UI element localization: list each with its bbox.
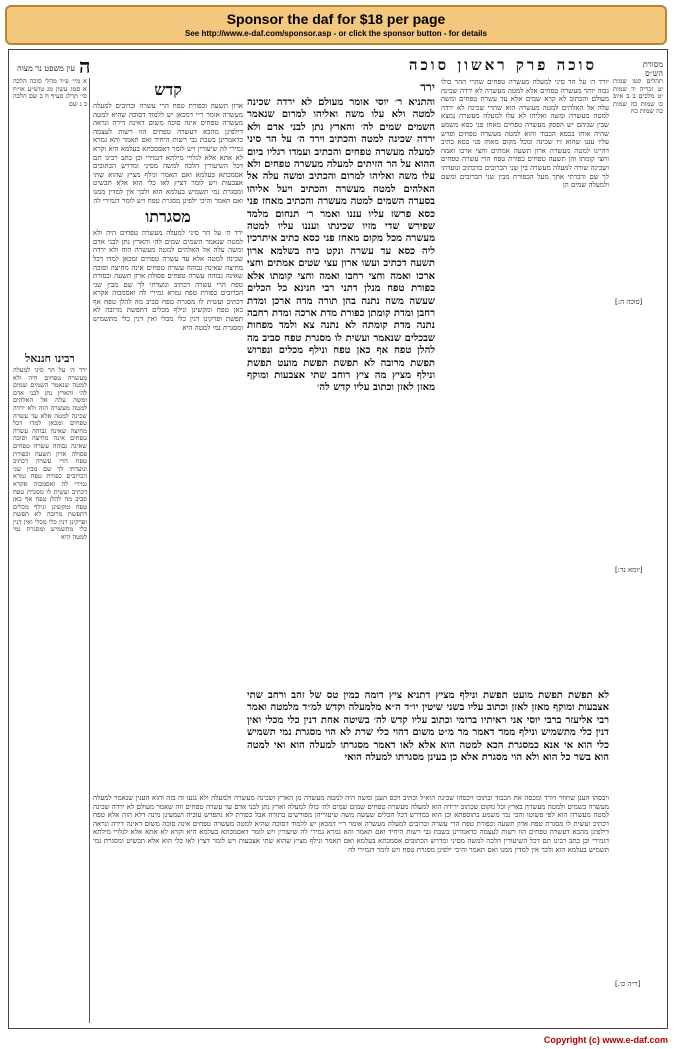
ein-mishpat-label: עין משפט נר מצוה (17, 64, 75, 73)
ein-mishpat-column (13, 78, 87, 348)
copyright-link[interactable]: Copyright (c) www.e-daf.com (543, 1035, 668, 1045)
rabbeinu-heading: רבינו חננאל (25, 352, 75, 365)
sponsor-title[interactable]: Sponsor the daf for $18 per page (226, 11, 446, 27)
sponsor-banner[interactable] (5, 5, 667, 45)
rabbeinu-text: ירד ה׳ על הר סיני למעלה מעשרה טפחים היה ולא למטה שנאמר השמים שמים לה׳ והארץ נתן לבני אדם ומשה עלה אל האלהים למטה מעשרה הוה ולא ירדה שכינה למטה אלא עד עשרה טפחים ומכאן למדו דכל מחיצה שאינה גבוהה עשרה טפחים אינה מחיצה וסוכה שאינה גבוהה עשרה טפחים פסולה ארון תשעה וכפורת טפח הרי עשרה דכתיב ונועדתי לך שם מבין שני הכרובים כפורת טפח גמרא גמירי לה ואסמכוה אקרא דכתיב ועשית לו מסגרת טפח סביב מה להלן טפח אף כאן טפח ומקשינן ונילף מכלים דתפשת מרובה לא תפשת ופרקינן דנין כלי מכלי ואין דנין כלי מתשמיש ומסגרת נמי למטה היא (13, 366, 87, 542)
rabbeinu-chananel-column (13, 350, 87, 1022)
kadesh-heading: קדש (154, 80, 182, 99)
tosafot-text-1: ארון תשעה וכפורת טפח הרי עשרה וכרובים למעלה מעשרה אומר ר״י דמכאן יש ללמוד דסוכה שהיא למטה מעשרה טפחים אינה סוכה משום דאינה דירה ונראה דילפינן מהכא דעשרה טפחים הוו רשות לעצמה כדאמרינן בשבת גבי רשות היחיד ואם תאמר והא גמרא גמירי לה שיעורין ויש לומר דאסמכתא בעלמא היא וקרא לא אתא אלא לגלויי מילתא דגמירי וכן כתב רבינו תם דכל השיעורין הלכה למשה מסיני ומדרש הכתובים אסמכתא בעלמא ואם תאמר ונילף מציץ שהוא שתי אצבעות ויש לומר דציץ לאו כלי הוא אלא תכשיט ומסגרת נמי תשמיש בעלמא הוא ולכך אין למדין ממנו ואם תאמר והיכי ילפינן מסגרת טפח ויש לומר דגמירי לה (93, 102, 243, 205)
lower-commentary-text: ויכסהו הענן שחוזר ויורד ומכסה את הכבוד ובתוכו ויכסהו שכינה הואיל וכתיב ויכס הענן ומשה היה למטה מעשרה מן הארץ ושכינה מעשרה ולמעלה ולא נגעו זה בזה והוא הענין שנאמר למעלה מעשרה בשמים ולמטה מעשרה בארץ וכל מקום שכתוב ירידה הוא למעלה מעשרה טפחים שמים שמים לה׳ כולו למעלה וארץ נתן לבני אדם עד עשרה טפחים וזה שאמר מעולם לא ירדה שכינה למטה מעשרה הוא לפי פשוטו והכי נמי משמע בתוספתא וכן הוא במדרש דכל הכלים שעשה משה שיעוריהן מפורשים בתורה אבל כפורת לא נתפרש עוביה ושמעינן מינה דלא הוה אלא טפח דכתיב ועשית לו מסגרת טפח (93, 794, 609, 828)
gemara-lower-text: לא תפשת תפשת מועט תפשת ונילף מציץ דתניא ציץ דומה כמין טס של זהב ורחב שתי אצבעות ומוקף מאזן לאזן וכתוב עליו בשני שיטין יו״ד ה״א מלמעלה וקדש למ״ד מלמטה ואמר רבי אליעזר ברבי יוסי אני ראיתיו ברומי וכתוב עליו קדש לה׳ בשיטה אחת דנין כלי מכלי ואין דנין כלי מתשמיש ונילף ממר דאמר מר מ״ט משום דהוי כלי שרת לא הוי מסגרת נמי תשמיש כלי הוא אי אנא כמסגרת הכא למטה הוא אלא לאו דאמר מסגרתו למעלה הוא ואי למטה הוא בשר כל הוא ולא הוי מסגרת אלא כן בעינן מסגרתו למעלה הואי (247, 690, 609, 764)
gemara-lower (247, 690, 609, 790)
yarad-heading: ירד (420, 80, 435, 94)
margin-ref-1: [סוכה ה:] (615, 298, 643, 306)
page-number: ה (79, 54, 91, 78)
gemara-text: והתניא ר׳ יוסי אומר מעולם לא ירדה שכינה למטה ולא עלו משה ואליהו למרום שנאמר השמים שמים לה׳ והארץ נתן לבני אדם ולא ירדה שכינה למטה והכתיב וירד ה׳ על הר סיני למעלה מעשרה טפחים והכתיב ועמדו רגליו ביום ההוא על הר הזיתים למעלה מעשרה טפחים ולא עלו משה ואליהו למרום והכתיב ומשה עלה אל האלהים למטה מעשרה והכתיב ויעל אליהו בסערה השמים למטה מעשרה והכתיב מאחז פני כסא פרשז עליו עננו ואמר ר׳ תנחום מלמד שפירש שדי מזיו שכינתו ועננו עליו למטה מעשרה מכל מקום מאחז פני כסא כתיב איתרכין ליה כסא עד עשרה ונקט ביה בשלמא ארון תשעה דכתיב ועשו ארון עצי שטים אמתים וחצי ארכו ואמה וחצי רחבו ואמה וחצי קומתו אלא כפורת טפח מנלן דתני רבי חנינא כל הכלים שעשה משה נתנה בהן תורה מדה ארכן ומדת רחבן ומדת קומתן כפורת מדת ארכה ומדת רחבה נתנה מדת קומתה לא נתנה צא ולמד מפחות שבכלים שנאמר ועשית לו מסגרת טפח סביב מה להלן טפח אף כאן טפח ונילף מכלים ונפרוש תפשת מרובה לא תפשת תפשת מועט תפשת ונילף מציץ מה ציץ רוחב שתי אצבעות ומוקף מאזן לאזן וכתוב עליו קדש לה׳ (247, 97, 435, 394)
masoret-column (613, 78, 663, 688)
tosafot-text-2: ירד ה׳ על הר סיני למעלה מעשרה טפחים היה ולא למטה שנאמר השמים שמים לה׳ והארץ נתן לבני אדם ומשה עלה אל האלהים למטה מעשרה הוה ולא ירדה שכינה למטה אלא עד עשרה טפחים ומכאן למדו דכל מחיצה שאינה גבוהה עשרה טפחים אינה מחיצה וסוכה שאינה גבוהה עשרה טפחים פסולה ארון תשעה וכפורת טפח הרי עשרה דכתיב ונועדתי לך שם מבין שני הכרובים כפורת טפח גמרא גמירי לה ואסמכוה אקרא דכתיב ועשית לו מסגרת טפח סביב מה להלן טפח אף כאן טפח ומקשינן ונילף מכלים דתפשת מרובה לא תפשת ופרקינן דנין כלי מכלי ואין דנין כלי מתשמיש ומסגרת נמי למטה היא (93, 229, 243, 332)
margin-ref-3: [ר״ה כו.] (615, 980, 641, 988)
masgerat-heading: מסגרתו (145, 207, 191, 227)
sponsor-subtitle: See http://www.e-daf.com/sponsor.asp - or click the sponsor button - for details (185, 29, 487, 38)
masoret-text: תהלים קטו שמות יט זכריה יד שמות יט מלכים ב ב איוב כו שמות כה שמות כה שמות כח (613, 78, 663, 116)
lower-commentary (93, 794, 609, 1022)
talmud-page (8, 49, 668, 1029)
lower-commentary-text-2: ארון תשעה וכפורת טפח הרי עשרה וכרובים למעלה מעשרה אומר ר״י דמכאן יש ללמוד דסוכה שהיא למטה מעשרה טפחים אינה סוכה משום דאינה דירה ונראה דילפינן מהכא דעשרה טפחים הוו רשות לעצמה כדאמרינן בשבת גבי רשות היחיד ואם תאמר והא גמרא גמירי לה שיעורין ויש לומר דאסמכתא בעלמא היא וקרא לא אתא אלא לגלויי מילתא דגמירי וכן כתב רבינו תם דכל השיעורין הלכה למשה מסיני ומדרש הכתובים אסמכתא בעלמא ואם תאמר ונילף מציץ שהוא שתי אצבעות ויש לומר דציץ לאו כלי הוא אלא תכשיט ומסגרת נמי תשמיש בעלמא הוא ולכך אין למדין ממנו ואם תאמר והיכי ילפינן מסגרת טפח ויש לומר דגמירי לה (93, 819, 609, 854)
rashi-column (441, 78, 609, 688)
rashi-text: יורד ה׳ על הר סיני למעלה מעשרה טפחים שהרי ההר כולו גבוה יותר מעשרה טפחים אלא למטה מעשרה לא ירדה שכינה מעולם והכתוב לא קרא שמים אלא עד עשרה טפחים ומשה עלה אל האלהים למטה מעשרה הוא שהרי שכינה לא ירדה למטה מעשרה ומשה ואליהו לא עלו למעלה מעשרה נמצא שבין שניהם יש הפסק מעשרה טפחים מאחז פני כסא משמע שהיה אוחז בכסא הכבוד והוא למטה מעשרה טפחים ופרש עליו עננו שהוא זיו שכינה ומכל מקום מאחז פני כסא כתיב דהיינו למטה מעשרה ארון תשעה אמתים וחצי ארכו ואמה וחצי קומתו והן תשעה טפחים כפורת טפח הרי עשרה טפחים ושכינה שורה למעלה מעשרה בין שני הכרובים כדכתיב ונועדתי לך שם ודברתי אתך מעל הכפורת מבין שני הכרובים ומשם ולמעלה שמים הן (441, 78, 609, 190)
page-title: סוכה פרק ראשון סוכה (408, 56, 597, 74)
page-header (9, 54, 667, 78)
ein-mishpat-text: א מיי׳ פ״ד מהל׳ סוכה הלכה א סמג עשין מג טוש״ע או״ח סי׳ תרלג סעיף ח ב שם הלכה ב ג שם (13, 78, 87, 108)
margin-ref-2: [יומא נד:] (615, 566, 643, 574)
column-divider (89, 78, 90, 1023)
tosafot-column (93, 78, 243, 688)
gemara-column (247, 78, 435, 688)
masoret-label: מסורת הש״ס (642, 60, 663, 78)
